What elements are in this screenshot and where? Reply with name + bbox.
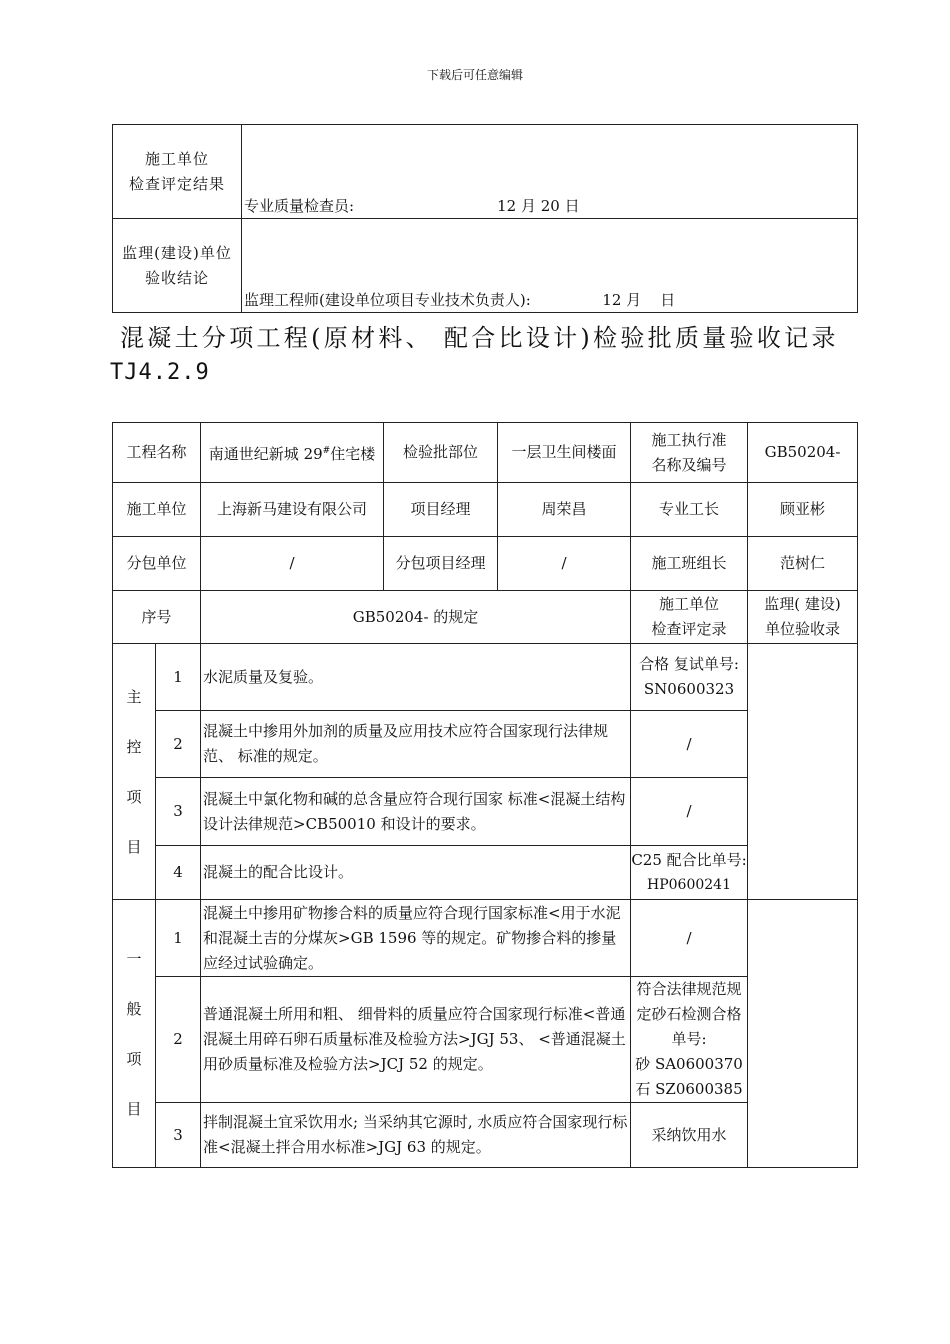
label-line: 验收结论 [144,268,209,287]
sub-pm: / [498,537,631,591]
project-manager-label: 项目经理 [384,483,498,537]
item-number: 4 [156,846,201,900]
item-spec: 水泥质量及复验。 [201,644,631,711]
item-spec: 混凝土的配合比设计。 [201,846,631,900]
foreman: 顾亚彬 [748,483,858,537]
project-name: 南通世纪新城 29#住宅楼 [201,423,384,483]
team-leader: 范树仁 [748,537,858,591]
item-result: / [631,711,748,778]
contractor-label: 施工单位 [113,483,201,537]
item-result: 符合法律规范规 定砂石检测合格 单号: 砂 SA0600370 石 SZ0600385 [631,977,748,1103]
batch-part: 一层卫生间楼面 [498,423,631,483]
general-item-row [113,977,858,1103]
item-result: / [631,778,748,846]
main-item-row [113,644,858,711]
header-note: 下载后可任意编辑 [426,68,523,82]
contractor-evaluation-label [113,125,242,219]
evaluation-table [112,124,858,313]
spec-header: GB50204- 的规定 [201,591,631,644]
item-result: 合格 复试单号: SN0600323 [631,644,748,711]
main-acceptance-cell [748,644,858,900]
project-manager: 周荣昌 [498,483,631,537]
check-header: 施工单位 检查评定录 [631,591,748,644]
supervision-conclusion-cell [242,219,858,313]
item-result: / [631,900,748,977]
item-number: 2 [156,977,201,1103]
item-spec: 拌制混凝土宜采饮用水; 当采纳其它源时, 水质应符合国家现行标准<混凝土拌合用水标准>JGJ 63 的规定。 [201,1103,631,1168]
engineer-signature-line: 监理工程师(建设单位项目专业技术负责人): 12 月 日 [244,291,676,309]
contractor: 上海新马建设有限公司 [201,483,384,537]
item-spec: 普通混凝土所用和粗、 细骨料的质量应符合国家现行标准<普通混凝土用碎石卵石质量标准及检验方法>JGJ 53、 <普通混凝土用砂质量标准及检验方法>JCJ 52 的规定。 [201,977,631,1103]
item-number: 3 [156,1103,201,1168]
main-item-row [113,711,858,778]
main-item-row [113,778,858,846]
inspection-record-table [112,422,858,1168]
header-row [113,591,858,644]
item-number: 2 [156,711,201,778]
info-row [113,537,858,591]
project-name-label: 工程名称 [113,423,201,483]
contractor-evaluation-cell [242,125,858,219]
supervision-conclusion-label [113,219,242,313]
main-item-row [113,846,858,900]
batch-part-label: 检验批部位 [384,423,498,483]
contractor-evaluation-row [113,125,858,219]
accept-header: 监理( 建设) 单位验收录 [748,591,858,644]
inspector-signature-line: 专业质量检查员: 12 月 20 日 [244,197,580,215]
general-acceptance-cell [748,900,858,1168]
main-control-group-label: 主 控 项 目 [113,644,156,900]
info-row [113,423,858,483]
team-leader-label: 施工班组长 [631,537,748,591]
general-item-row [113,900,858,977]
item-spec: 混凝土中掺用矿物掺合料的质量应符合现行国家标准<用于水泥和混凝土吉的分煤灰>GB 1596 等的规定。矿物掺合料的掺量应经过试验确定。 [201,900,631,977]
foreman-label: 专业工长 [631,483,748,537]
label-line: 监理(建设)单位 [122,243,232,262]
label-line: 检查评定结果 [128,174,225,193]
general-item-row [113,1103,858,1168]
document-title: 混凝土分项工程(原材料、 配合比设计)检验批质量验收记录 [120,324,839,352]
label-line: 施工单位 [144,149,209,168]
item-spec: 混凝土中氯化物和碱的总含量应符合现行国家 标准<混凝土结构设计法律规范>CB50010 和设计的要求。 [201,778,631,846]
item-number: 3 [156,778,201,846]
standard-label: 施工执行准 名称及编号 [631,423,748,483]
item-result: 采纳饮用水 [631,1103,748,1168]
item-number: 1 [156,900,201,977]
seq-header: 序号 [113,591,201,644]
supervision-conclusion-row [113,219,858,313]
sub-pm-label: 分包项目经理 [384,537,498,591]
subcontractor-label: 分包单位 [113,537,201,591]
info-row [113,483,858,537]
item-result: C25 配合比单号: HP0600241 [631,846,748,900]
item-number: 1 [156,644,201,711]
document-code: TJ4.2.9 [110,360,210,385]
item-spec: 混凝土中掺用外加剂的质量及应用技术应符合国家现行法律规范、 标准的规定。 [201,711,631,778]
standard-code: GB50204- [748,423,858,483]
general-group-label: 一 般 项 目 [113,900,156,1168]
subcontractor: / [201,537,384,591]
